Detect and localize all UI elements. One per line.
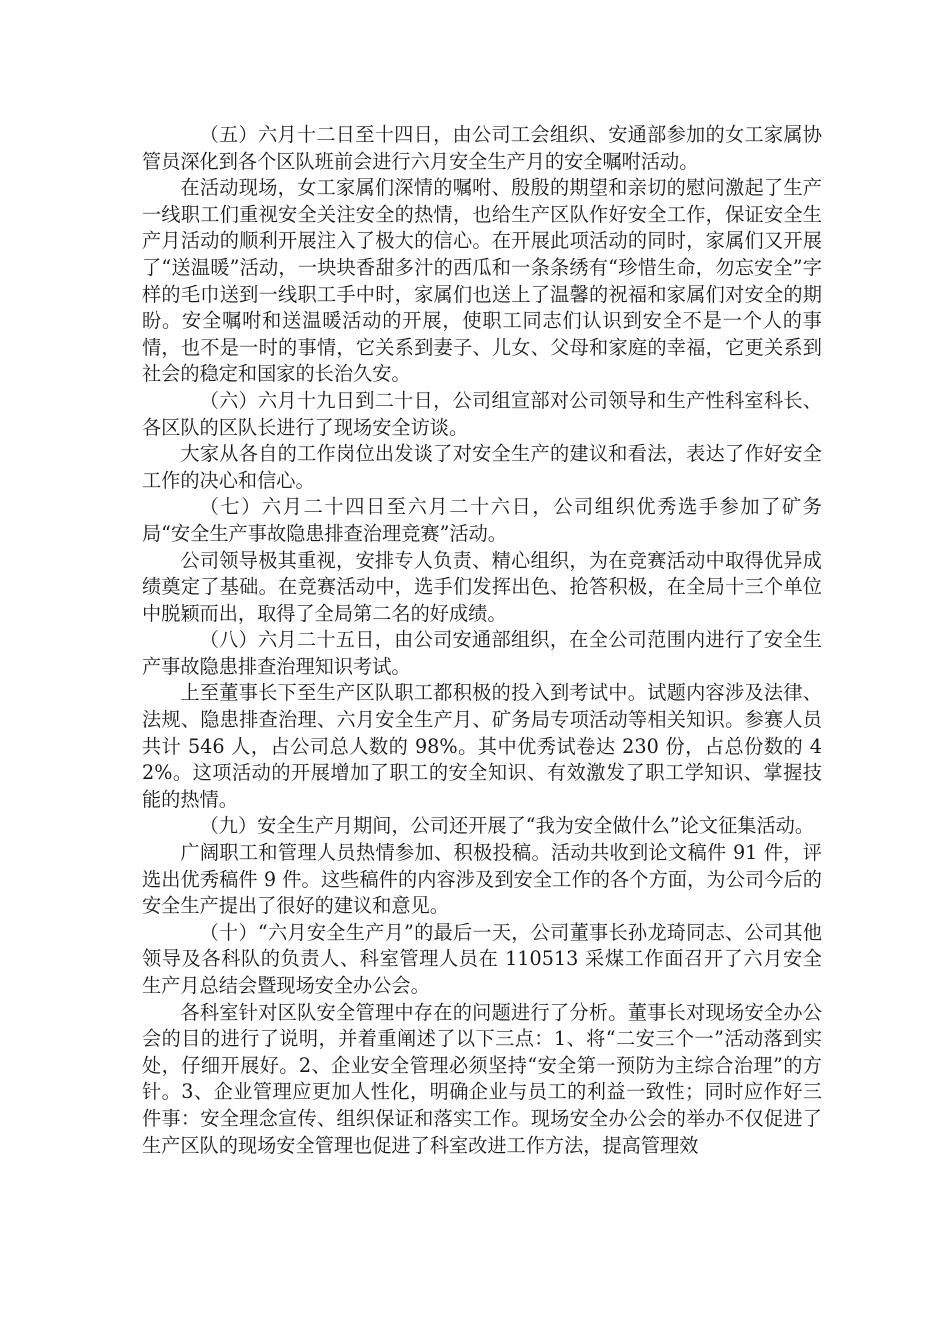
- paragraph-8-body: 上至董事长下至生产区队职工都积极的投入到考试中。试题内容涉及法律、法规、隐患排查治理、六月安全生产月、矿务局专项活动等相关知识。参赛人员共计 546 人，占公司总人数的 98%。其中优秀试卷达 230 份，占总份数的 42%。这项活动的开展增加了职工的安全知识、有效激发了职工学知识、掌握技能的热情。: [142, 681, 822, 811]
- paragraph-9-body: 广阔职工和管理人员热情参加、积极投稿。活动共收到论文稿件 91 件，评选出优秀稿件 9 件。这些稿件的内容涉及到安全工作的各个方面，为公司今后的安全生产提出了很好的建议和意见。: [142, 841, 822, 918]
- paragraph-5-body: 在活动现场，女工家属们深情的嘱咐、殷殷的期望和亲切的慰问激起了生产一线职工们重视安全关注安全的热情，也给生产区队作好安全工作，保证安全生产月活动的顺利开展注入了极大的信心。在开展此项活动的同时，家属们又开展了“送温暖”活动，一块块香甜多汁的西瓜和一条条绣有“珍惜生命，勿忘安全”字样的毛巾送到一线职工手中时，家属们也送上了温馨的祝福和家属们对安全的期盼。安全嘱咐和送温暖活动的开展，使职工同志们认识到安全不是一个人的事情，也不是一时的事情，它关系到妻子、儿女、父母和家庭的幸福，它更关系到社会的稳定和国家的长治久安。: [142, 176, 822, 386]
- paragraph-10-heading: （十）“六月安全生产月”的最后一天，公司董事长孙龙琦同志、公司其他领导及各科队的负责人、科室管理人员在 110513 采煤工作面召开了六月安全生产月总结会暨现场安全办公会。: [142, 920, 822, 997]
- paragraph-5-heading: （五）六月十二日至十四日，由公司工会组织、安通部参加的女工家属协管员深化到各个区队班前会进行六月安全生产月的安全嘱咐活动。: [142, 123, 822, 173]
- paragraph-6-body: 大家从各自的工作岗位出发谈了对安全生产的建议和看法，表达了作好安全工作的决心和信心。: [142, 442, 822, 492]
- paragraph-7-heading: （七）六月二十四日至六月二十六日，公司组织优秀选手参加了矿务局“安全生产事故隐患排查治理竞赛”活动。: [142, 495, 822, 545]
- paragraph-10-body: 各科室针对区队安全管理中存在的问题进行了分析。董事长对现场安全办公会的目的进行了说明，并着重阐述了以下三点：1、将“二安三个一”活动落到实处，仔细开展好。2、企业安全管理必须坚持“安全第一预防为主综合治理”的方针。3、企业管理应更加人性化，明确企业与员工的利益一致性；同时应作好三件事：安全理念宣传、组织保证和落实工作。现场安全办公会的举办不仅促进了生产区队的现场安全管理也促进了科室改进工作方法，提高管理效: [142, 1000, 822, 1157]
- paragraph-6-heading: （六）六月十九日到二十日，公司组宣部对公司领导和生产性科室科长、各区队的区队长进行了现场安全访谈。: [142, 388, 822, 439]
- paragraph-7-body: 公司领导极其重视，安排专人负责、精心组织，为在竞赛活动中取得优异成绩奠定了基础。在竞赛活动中，选手们发挥出色、抢答积极，在全局十三个单位中脱颖而出，取得了全局第二名的好成绩。: [142, 548, 822, 625]
- document-page: [142, 122, 822, 1159]
- paragraph-9-heading: （九）安全生产月期间，公司还开展了“我为安全做什么”论文征集活动。: [199, 814, 815, 838]
- paragraph-8-heading: （八）六月二十五日，由公司安通部组织，在全公司范围内进行了安全生产事故隐患排查治理知识考试。: [142, 628, 822, 678]
